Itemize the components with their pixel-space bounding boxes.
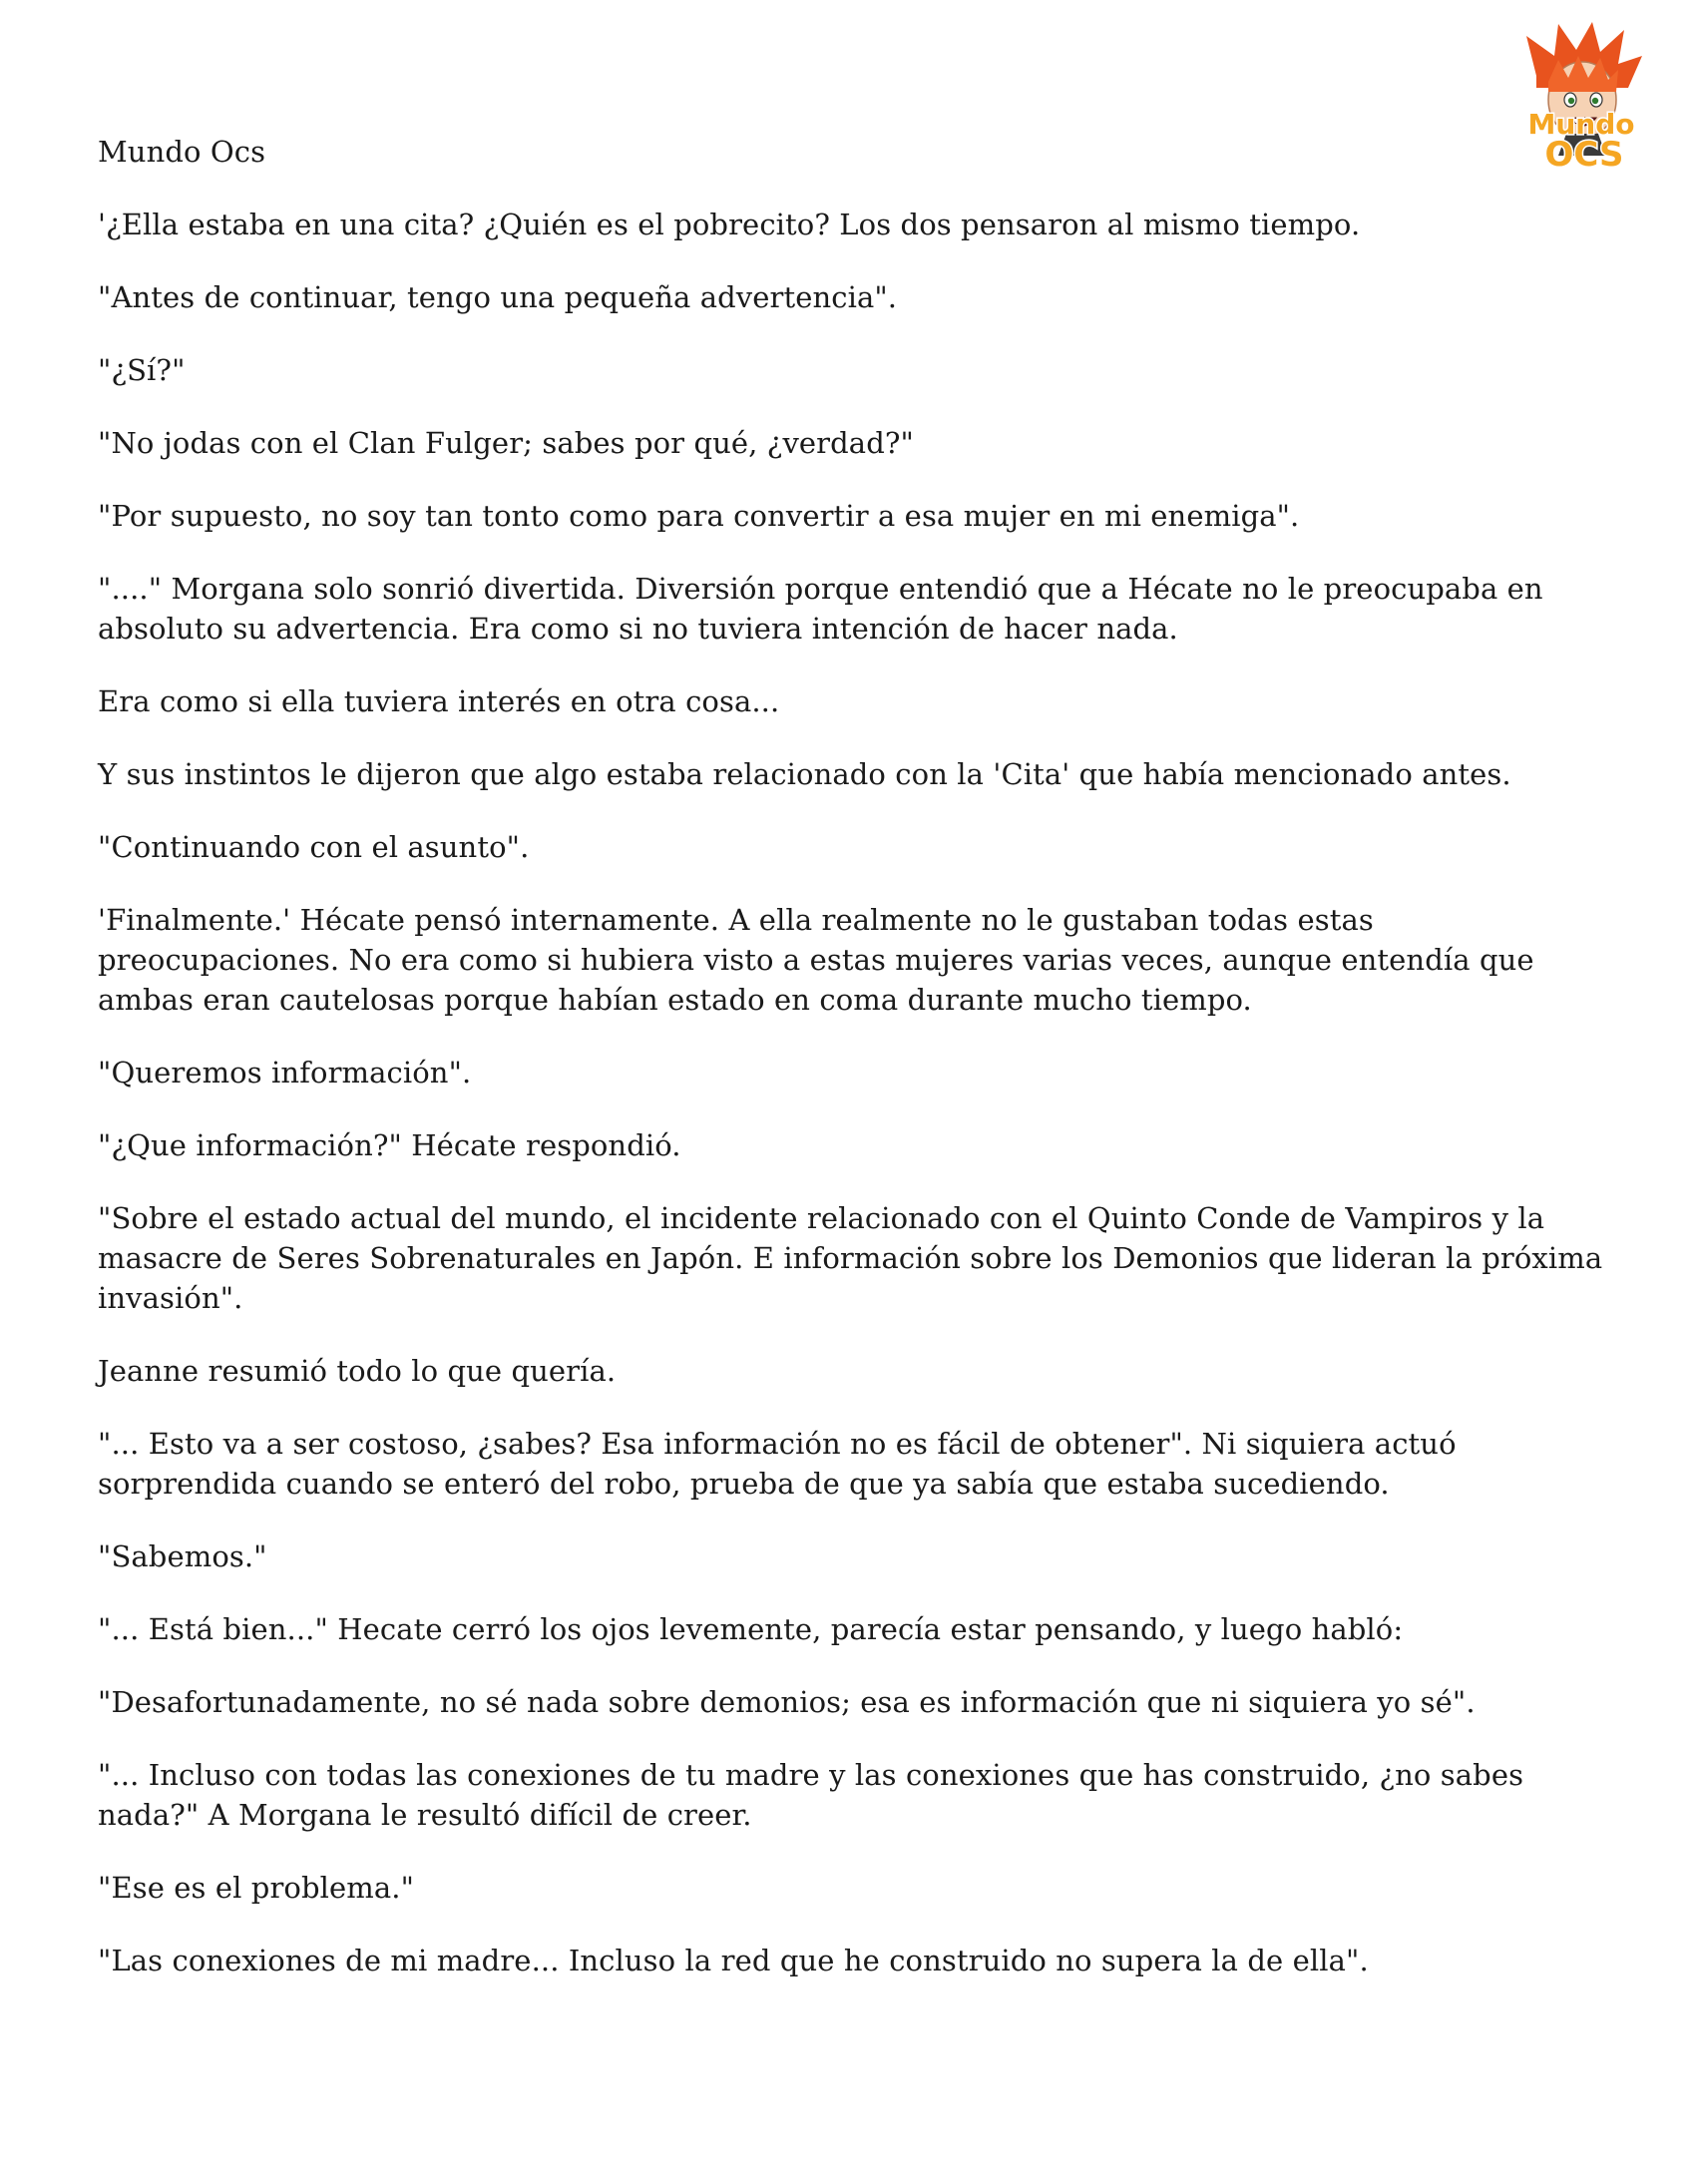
- paragraph: '¿Ella estaba en una cita? ¿Quién es el pobrecito? Los dos pensaron al mismo tiempo.: [98, 208, 1361, 241]
- paragraph: "Sobre el estado actual del mundo, el incidente relacionado con el Quinto Conde de Vampiros y la masacre de Seres Sobrenaturales en Japón. E información sobre los Demonios que lideran la próxima invasión".: [98, 1201, 1603, 1315]
- document-body: [98, 132, 1624, 2013]
- paragraph: "Desafortunadamente, no sé nada sobre demonios; esa es información que ni siquiera yo sé".: [98, 1685, 1476, 1719]
- paragraph: "... Está bien..." Hecate cerró los ojos levemente, parecía estar pensando, y luego habló:: [98, 1612, 1404, 1646]
- paragraph: Era como si ella tuviera interés en otra cosa...: [98, 684, 780, 718]
- paragraph: 'Finalmente.' Hécate pensó internamente. A ella realmente no le gustaban todas estas preocupaciones. No era como si hubiera visto a estas mujeres varias veces, aunque entendía que ambas eran cautelosas porque habían estado en coma durante mucho tiempo.: [98, 903, 1534, 1017]
- paragraph: "...." Morgana solo sonrió divertida. Diversión porque entendió que a Hécate no le preocupaba en absoluto su advertencia. Era como si no tuviera intención de hacer nada.: [98, 572, 1543, 646]
- paragraph: "Sabemos.": [98, 1539, 267, 1573]
- paragraph: "No jodas con el Clan Fulger; sabes por qué, ¿verdad?": [98, 426, 914, 460]
- paragraph: "... Esto va a ser costoso, ¿sabes? Esa información no es fácil de obtener". Ni siquiera actuó sorprendida cuando se enteró del robo, prueba de que ya sabía que estaba sucediendo.: [98, 1427, 1457, 1501]
- paragraph: Mundo Ocs: [98, 135, 266, 169]
- paragraph: "Las conexiones de mi madre... Incluso la red que he construido no supera la de ella".: [98, 1944, 1369, 1977]
- logo-text-top: Mundo: [1527, 108, 1635, 141]
- logo-text-bottom: OCS: [1544, 135, 1624, 175]
- paragraph: "Antes de continuar, tengo una pequeña advertencia".: [98, 280, 898, 314]
- paragraph: "Continuando con el asunto".: [98, 830, 530, 864]
- paragraph: "Ese es el problema.": [98, 1871, 415, 1905]
- paragraph: "Queremos información".: [98, 1056, 472, 1090]
- paragraph: Jeanne resumió todo lo que quería.: [98, 1354, 617, 1388]
- paragraph: Y sus instintos le dijeron que algo estaba relacionado con la 'Cita' que había mencionado antes.: [98, 757, 1511, 791]
- paragraph: "... Incluso con todas las conexiones de tu madre y las conexiones que has construido, ¿no sabes nada?" A Morgana le resultó difícil de creer.: [98, 1758, 1524, 1832]
- paragraph: "¿Sí?": [98, 353, 186, 387]
- paragraph: "Por supuesto, no soy tan tonto como para convertir a esa mujer en mi enemiga".: [98, 499, 1300, 533]
- paragraph: "¿Que información?" Hécate respondió.: [98, 1128, 681, 1162]
